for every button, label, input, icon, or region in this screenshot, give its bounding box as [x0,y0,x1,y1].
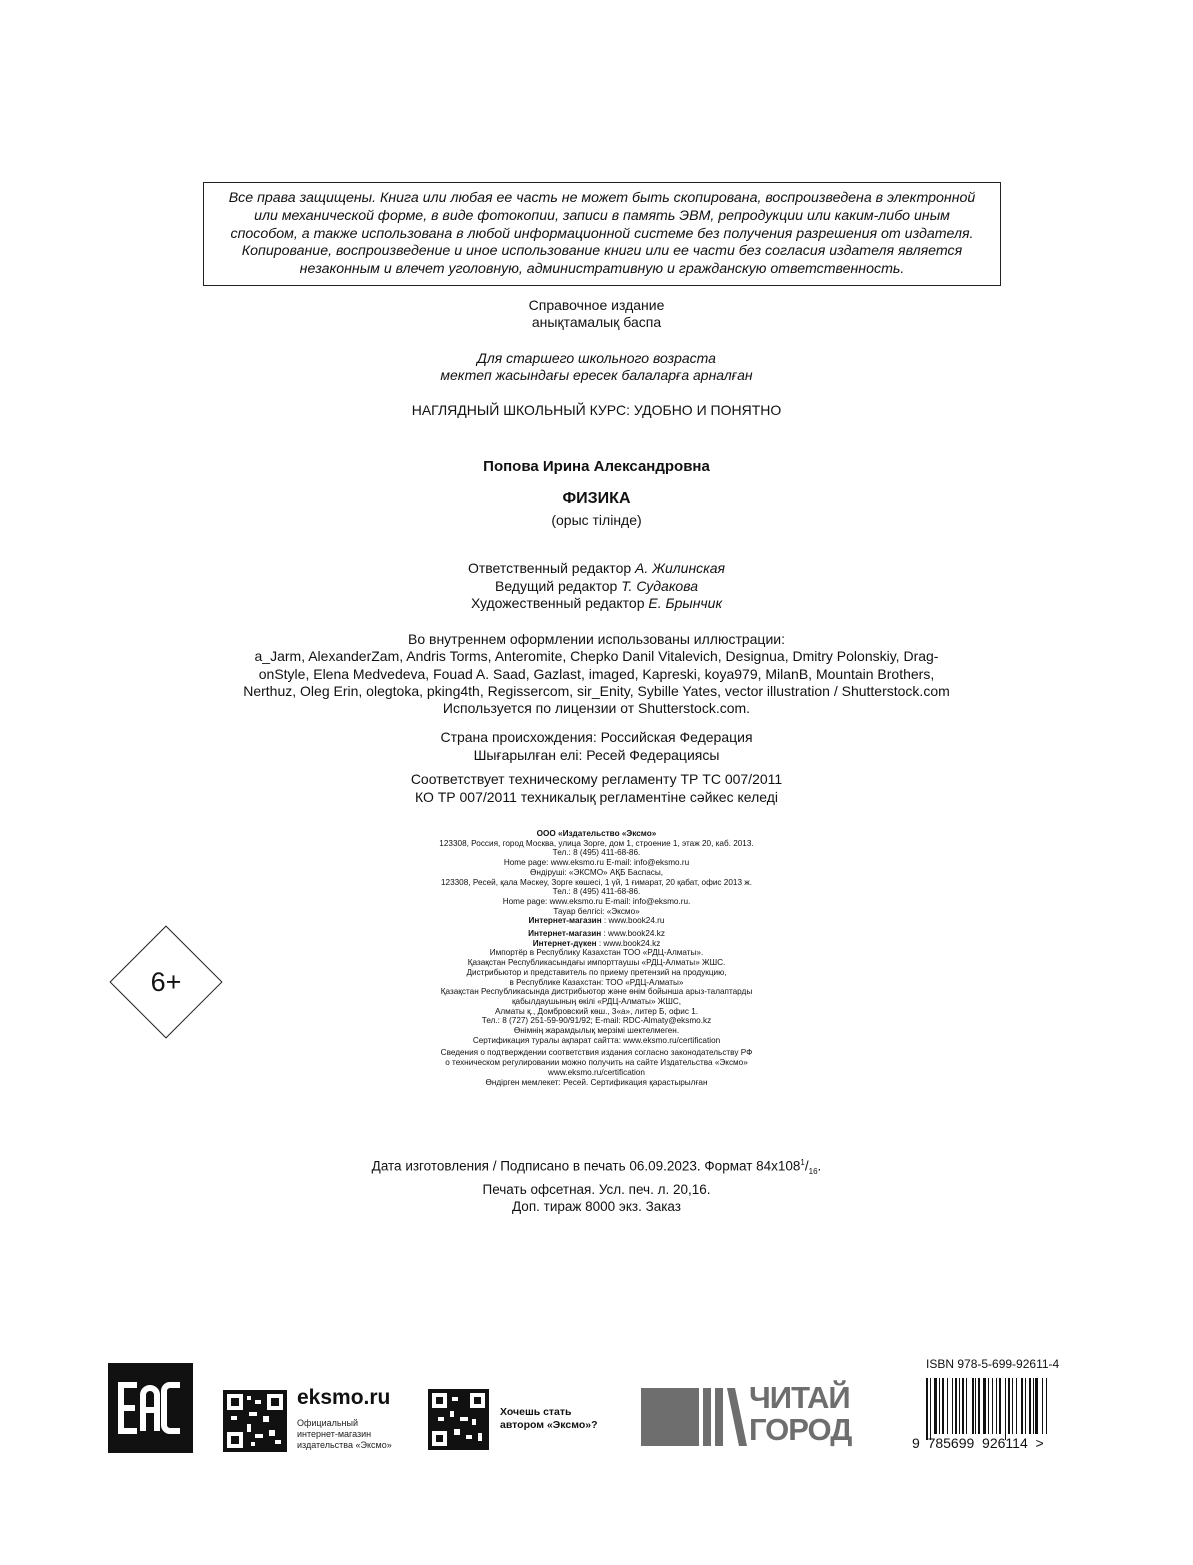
barcode-bar [1035,1378,1038,1434]
editor-line: Ответственный редактор А. Жилинская [467,560,726,576]
barcode-bar [926,1378,928,1440]
qr-code-eksmo[interactable] [223,1390,287,1452]
barcode-bar [999,1378,1001,1434]
chitai-gorod-square [641,1388,699,1446]
chitai-gorod-book-icon [703,1388,747,1446]
barcode-bar [1008,1378,1010,1434]
copyright-line: незаконным и влечет уголовную, административную и гражданскую ответственность. [299,261,905,277]
qr-pattern-icon [428,1389,489,1450]
audience: Для старшего школьного возраста мектеп жасындағы ересек балаларға арналған [440,350,753,383]
barcode-bar [966,1378,967,1434]
barcode-bar [1012,1378,1013,1434]
publisher-info: ООО «Издательство «Эксмо» 123308, Россия, город Москва, улица Зорге, дом 1, строение 1, этаж 20, каб. 2013. Тел.: 8 (495) 411-68-86. Home page: www.eksmo.ru E-mail: info@eksmo.ru Өндіруші: «ЭКСМО» АҚБ Баспасы, 123308, Ресей, қала Мәскеу, Зорге көшесі, 1 үй, 1 ғимарат, 20 қабат, офис 2013 ж. Тел.: 8 (495) 411-68-86. Home page: www.eksmo.ru E-mail: info@eksmo.ru. Тауар белгісі: «Эксмо» Интернет-магазин : www.book24.ru Интернет-магазин : www.book24.kz Интернет-дүкен : www.book24.kz Импортёр в Республику Казахстан ТОО «РДЦ-Алматы». Қазақстан Республикасындағы импорттаушы «РДЦ-Алматы» ЖШС. Дистрибьютор и представитель по приему претензий на продукцию, в Республике Казахстан: ТОО «РДЦ-Алматы» Қазақстан Республикасында дистрибьютор және өнім бойынша арыз-талаптарды қабылдаушының өкілі «РДЦ-Алматы» ЖШС, Алматы қ., Домбровский көш., 3«а», литер Б, офис 1. Тел.: 8 (727) 251-59-90/91/92; E-mail: RDC-Almaty@eksmo.kz Өнімнің жарамдылық мерзімі шектелмеген. Сертификация туралы ақпарат сайтта: www.eksmo.ru/certification Сведения о подтверждении соответствия издания согласно законодательству РФ о техническом регулировании можно получить на сайте Издательства «Эксмо» www.eksmo.ru/certification Өндірген мемлекет: Ресей. Сертификация қарастырылған [439,829,754,1087]
barcode-bar [930,1378,931,1440]
barcode-bar [1046,1378,1047,1434]
barcode-bar [983,1378,986,1434]
barcode-bar [975,1378,976,1434]
barcode-bar [1029,1378,1031,1434]
barcode [926,1378,1082,1440]
barcode-bar [988,1378,989,1434]
barcode-bar [947,1378,948,1434]
country-origin: Страна происхождения: Российская Федерация Шығарылған елі: Ресей Федерациясы [440,729,753,763]
print-info: Дата изготовления / Подписано в печать 06.09.2023. Формат $84x108^1/_{16}$. Печать офсетная. Усл. печ. л. 20,16. Доп. тираж 8000 экз. Заказ [371,1158,822,1215]
eac-logo-icon [108,1363,193,1453]
eac-mark [108,1363,193,1453]
barcode-bar [939,1378,940,1434]
editors [0,560,1193,613]
copyright-line: способом, а также использована в любой информационной системе без получения разрешения от издателя. [230,225,974,242]
barcode-bar [1005,1378,1006,1440]
barcode-bar [996,1378,997,1434]
copyright-line: Все права защищены. Книга или любая ее часть не может быть скопирована, воспроизведена в электронной [228,190,976,206]
barcode-bar [934,1378,937,1434]
copyright-notice [203,182,1001,286]
illustration-credits: Во внутреннем оформлении использованы иллюстрации: a_Jarm, AlexanderZam, Andris Torms, Anteromite, Chepko Danil Vitalevich, Designua, Dmitry Polonskiy, Drag- onStyle, Elena Medvedeva, Fouad A. Saad, Gazlast, imaged, Kapreski, koya979, MilanB, Mountain Brothers, Nerthuz, Oleg Erin, olegtoka, pking4th, Regissercom, sir_Enity, Sybille Yates, vector illustration / Shutterstock.com Используется по лицензии от Shutterstock.com. [243,631,950,717]
edition-type: Справочное издание анықтамалық баспа [528,297,665,330]
editor-line: Художественный редактор Е. Брынчик [470,595,723,611]
barcode-bar [1016,1378,1017,1434]
eksmo-site[interactable]: eksmo.ru [297,1386,391,1409]
barcode-digits: 9 785699 926114 > [912,1435,1044,1451]
isbn: ISBN 978-5-699-92611-4 [926,1357,1060,1371]
tech-regulation: Соответствует техническому регламенту ТР ТС 007/2011 КО ТР 007/2011 техникалық регламентіне сәйкес келеді [410,771,783,805]
barcode-bar [978,1378,980,1434]
barcode-bar [955,1378,957,1434]
chitai-gorod-wordmark: ЧИТАЙ ГОРОД [749,1380,852,1447]
copyright-line: Копирование, воспроизведение и иное использование книги или ее части без согласия издателя является [241,243,963,260]
barcode-bar [942,1378,944,1434]
language-note: (орыс тілінде) [551,512,642,528]
editor-line: Ведущий редактор Т. Судакова [494,577,698,594]
barcode-bar [1025,1378,1026,1434]
author-name: Попова Ирина Александровна [483,458,710,475]
author-invite[interactable]: Хочешь стать автором «Эксмо»? [500,1406,598,1431]
barcode-bar [972,1378,974,1434]
barcode-bar [959,1378,960,1434]
eksmo-caption: Официальный интернет-магазин издательства «Эксмо» [297,1418,392,1450]
copyright-line: или механической форме, в виде фотокопии, записи в память ЭВМ, репродукции или каким-либо иным [254,207,950,224]
barcode-bar [952,1378,953,1434]
barcode-bar [1042,1378,1043,1434]
barcode-bar [1021,1378,1023,1434]
age-rating: 6+ [150,967,182,997]
qr-code-author[interactable] [428,1389,489,1450]
barcode-bar [1033,1378,1034,1434]
barcode-bar [962,1378,964,1434]
barcode-bar [992,1378,993,1434]
book-title: ФИЗИКА [562,490,631,507]
series-title: НАГЛЯДНЫЙ ШКОЛЬНЫЙ КУРС: УДОБНО И ПОНЯТНО [411,402,782,418]
qr-pattern-icon [223,1390,287,1452]
